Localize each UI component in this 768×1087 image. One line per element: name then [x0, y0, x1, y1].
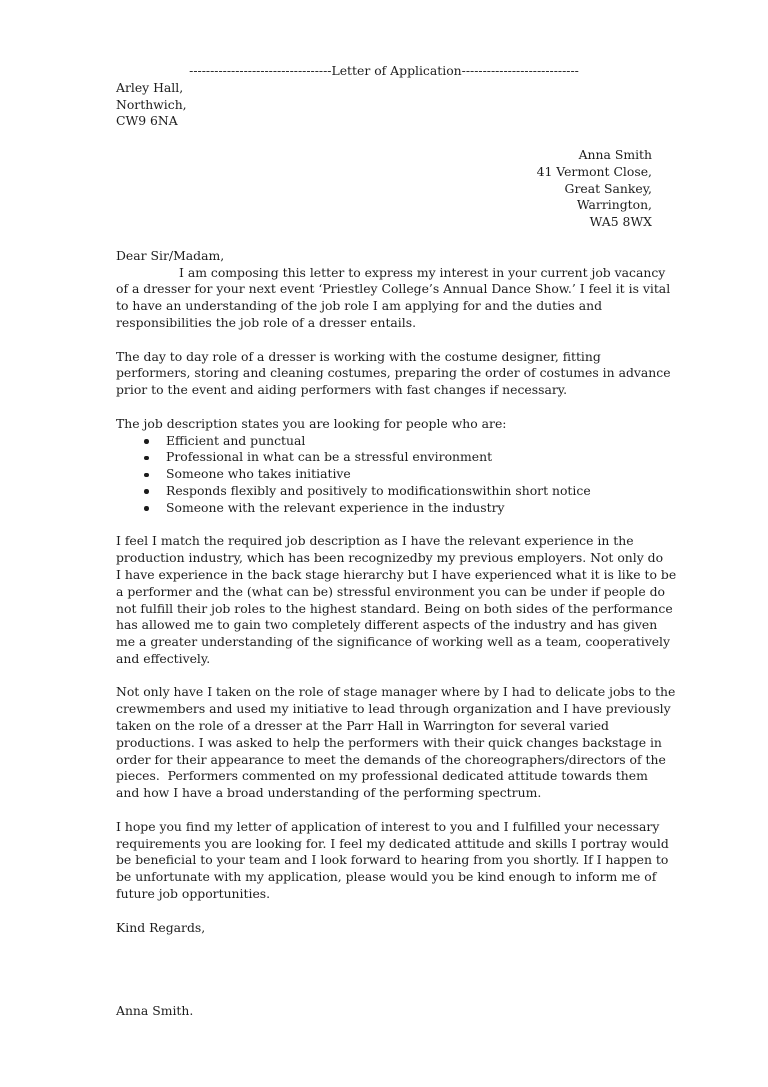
recipient-address-line: CW9 6NA [116, 113, 178, 129]
paragraph-line: The day to day role of a dresser is working with the costume designer, fitting [116, 348, 601, 364]
recipient-address-line: Arley Hall, [116, 79, 184, 95]
paragraph-line: order for their appearance to meet the demands of the choreographers/directors of the [116, 751, 666, 767]
paragraph-line: prior to the event and aiding performers with fast changes if necessary. [116, 382, 568, 398]
paragraph-line: and how I have a broad understanding of the performing spectrum. [116, 785, 542, 801]
paragraph-line: taken on the role of a dresser at the Parr Hall in Warrington for several varied [116, 718, 609, 734]
salutation: Dear Sir/Madam, [116, 247, 225, 263]
paragraph-line: a performer and the (what can be) stressful environment you can be under if people do [116, 583, 665, 599]
paragraph-closing [116, 818, 669, 903]
paragraph-line: I hope you find my letter of application of interest to you and I fulfilled your necessary [116, 818, 660, 834]
paragraph-line: to have an understanding of the job role I am applying for and the duties and [116, 298, 603, 314]
list-item [116, 449, 652, 466]
paragraph-stage-manager [116, 684, 676, 802]
list-item [116, 483, 652, 500]
requirements-list [116, 433, 652, 517]
paragraph-line: of a dresser for your next event ‘Priestley College’s Annual Dance Show.’ I feel it is vital [116, 281, 671, 297]
bullet-icon [144, 473, 149, 478]
bullet-icon [144, 506, 149, 511]
list-item [116, 466, 652, 483]
paragraph-line: performers, storing and cleaning costumes, preparing the order of costumes in advance [116, 365, 671, 381]
paragraph-line: responsibilities the job role of a dresser entails. [116, 314, 417, 330]
paragraph-line: pieces. Performers commented on my professional dedicated attitude towards them [116, 768, 648, 784]
paragraph-line: be unfortunate with my application, please would you be kind enough to inform me of [116, 869, 657, 885]
job-description-intro: The job description states you are looking for people who are: [116, 415, 507, 431]
list-item-text: Professional in what can be a stressful environment [166, 449, 493, 465]
list-item [116, 500, 652, 517]
paragraph-line: be beneficial to your team and I look forward to hearing from you shortly. If I happen to [116, 852, 669, 868]
closing-remark: Kind Regards, [116, 919, 206, 935]
bullet-icon [144, 439, 149, 444]
sender-address-line: 41 Vermont Close, [536, 163, 652, 179]
paragraph-intro [116, 264, 671, 332]
sender-address [116, 147, 652, 231]
list-item-text: Responds flexibly and positively to modificationswithin short notice [166, 482, 591, 498]
sender-address-line: Great Sankey, [564, 180, 652, 196]
recipient-address [116, 80, 652, 130]
paragraph-line: I am composing this letter to express my interest in your current job vacancy [179, 264, 666, 280]
paragraph-line: productions. I was asked to help the performers with their quick changes backstage in [116, 734, 662, 750]
sender-address-line: WA5 8WX [589, 214, 652, 230]
paragraph-experience [116, 533, 677, 667]
paragraph-line: I feel I match the required job description as I have the relevant experience in the [116, 533, 634, 549]
paragraph-line: future job opportunities. [116, 886, 271, 902]
signature-name: Anna Smith. [116, 1003, 194, 1019]
letter-heading: ----------------------------------Letter of Application---------------------------- [189, 63, 579, 78]
paragraph-line: not fulfill their job roles to the highest standard. Being on both sides of the performance [116, 600, 673, 616]
letter-page [116, 63, 677, 1020]
list-item [116, 433, 652, 450]
paragraph-line: has allowed me to gain two completely different aspects of the industry and has given [116, 617, 658, 633]
recipient-address-line: Northwich, [116, 96, 187, 112]
paragraph-role [116, 348, 671, 399]
paragraph-line: and effectively. [116, 650, 211, 666]
list-item-text: Someone who takes initiative [166, 466, 351, 482]
paragraph-line: I have experience in the back stage hierarchy but I have experienced what it is like to be [116, 566, 677, 582]
bullet-icon [144, 489, 149, 494]
paragraph-line: me a greater understanding of the significance of working well as a team, cooperatively [116, 634, 670, 650]
paragraph-line: crewmembers and used my initiative to lead through organization and I have previously [116, 701, 671, 717]
bullet-icon [144, 456, 149, 461]
paragraph-line: requirements you are looking for. I feel my dedicated attitude and skills I portray would [116, 835, 669, 851]
sender-address-line: Anna Smith [578, 146, 652, 162]
sender-address-line: Warrington, [576, 197, 652, 213]
paragraph-line: Not only have I taken on the role of stage manager where by I had to delicate jobs to the [116, 684, 676, 700]
paragraph-line: production industry, which has been recognizedby my previous employers. Not only do [116, 550, 664, 566]
list-item-text: Someone with the relevant experience in the industry [166, 499, 505, 515]
list-item-text: Efficient and punctual [166, 432, 306, 448]
